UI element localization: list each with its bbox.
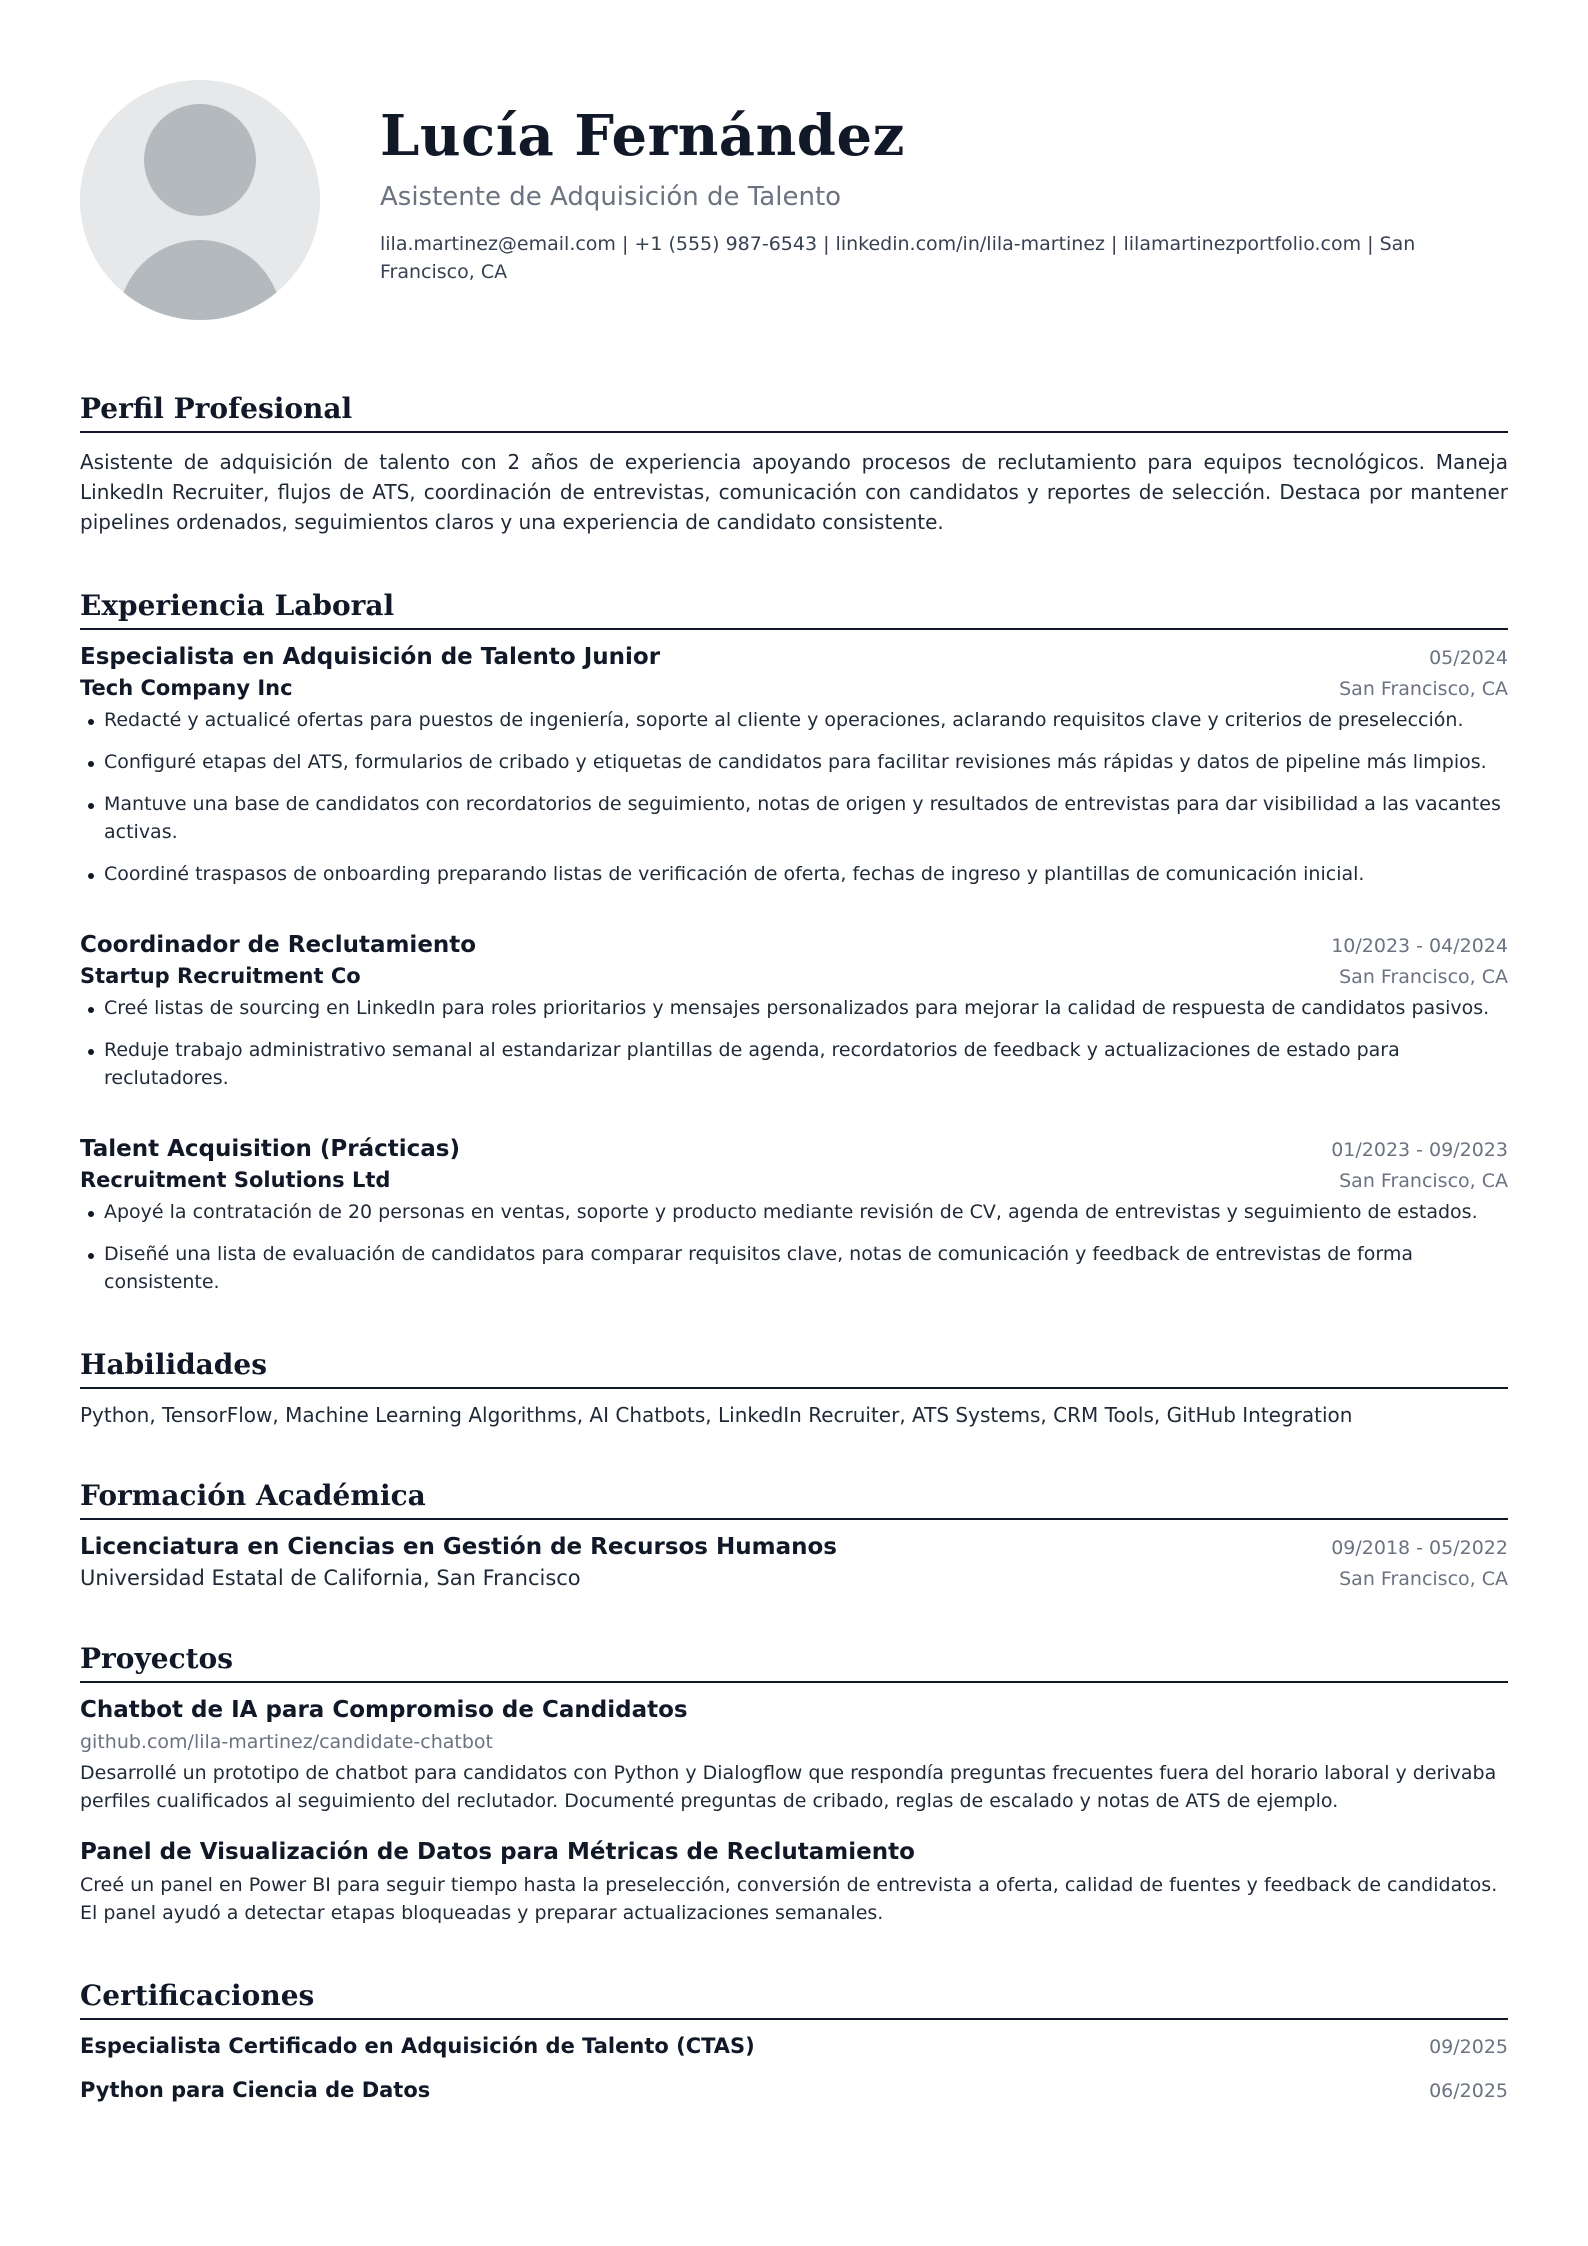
job-date: 05/2024: [1429, 647, 1508, 669]
job-location: San Francisco, CA: [1339, 678, 1508, 700]
contact-line: lila.martinez@email.com | +1 (555) 987-6543 | linkedin.com/in/lila-martinez | lilamartinezportfolio.com | San Francisco, CA: [380, 233, 1416, 284]
job-bullet: Creé listas de sourcing en LinkedIn para roles prioritarios y mensajes personalizados para mejorar la calidad de respuesta de candidatos pasivos.: [104, 994, 1508, 1022]
certification-entry: [80, 2078, 1508, 2102]
header-text: [380, 104, 1508, 286]
school-name: Universidad Estatal de California, San Francisco: [80, 1566, 581, 1590]
job-date: 01/2023 - 09/2023: [1331, 1139, 1508, 1161]
profile-summary: Asistente de adquisición de talento con 2 años de experiencia apoyando procesos de reclutamiento para equipos tecnológicos. Maneja LinkedIn Recruiter, flujos de ATS, coordinación de entrevistas, comunicación con candidatos y reportes de selección. Destaca por mantener pipelines ordenados, seguimientos claros y una experiencia de candidato consistente.: [80, 450, 1508, 534]
education-date: 09/2018 - 05/2022: [1331, 1537, 1508, 1559]
section-certifications: [80, 1979, 1508, 2102]
job-company: Startup Recruitment Co: [80, 964, 361, 988]
job-bullets: [80, 1198, 1508, 1296]
project-link[interactable]: github.com/lila-martinez/candidate-chatbot: [80, 1731, 493, 1753]
job-bullet: Configuré etapas del ATS, formularios de cribado y etiquetas de candidatos para facilitar revisiones más rápidas y datos de pipeline más limpios.: [104, 748, 1508, 776]
section-skills: [80, 1348, 1508, 1427]
avatar-head-shape: [144, 104, 256, 216]
certification-date: 06/2025: [1429, 2080, 1508, 2102]
avatar: [80, 80, 320, 320]
certification-entry: [80, 2034, 1508, 2058]
section-education: [80, 1479, 1508, 1590]
certification-name: Especialista Certificado en Adquisición de Talento (CTAS): [80, 2034, 755, 2058]
project-title: Panel de Visualización de Datos para Métricas de Reclutamiento: [80, 1839, 915, 1865]
job-entry: [80, 932, 1508, 1092]
project-entry: [80, 1839, 1508, 1927]
job-bullet: Apoyé la contratación de 20 personas en ventas, soporte y producto mediante revisión de CV, agenda de entrevistas y seguimiento de estados.: [104, 1198, 1508, 1226]
job-location: San Francisco, CA: [1339, 966, 1508, 988]
project-title: Chatbot de IA para Compromiso de Candidatos: [80, 1697, 688, 1723]
job-title: Especialista en Adquisición de Talento Junior: [80, 644, 661, 670]
project-entry: [80, 1697, 1508, 1815]
job-company: Tech Company Inc: [80, 676, 293, 700]
education-location: San Francisco, CA: [1339, 1568, 1508, 1590]
section-title-certifications: Certificaciones: [80, 1979, 1508, 2020]
project-description: Desarrollé un prototipo de chatbot para candidatos con Python y Dialogflow que respondía preguntas frecuentes fuera del horario laboral y derivaba perfiles cualificados al seguimiento del reclutador. Documenté preguntas de cribado, reglas de escalado y notas de ATS de ejemplo.: [80, 1762, 1497, 1812]
job-bullet: Redacté y actualicé ofertas para puestos de ingeniería, soporte al cliente y operaciones, aclarando requisitos clave y criterios de preselección.: [104, 706, 1508, 734]
job-company: Recruitment Solutions Ltd: [80, 1168, 391, 1192]
job-title: Coordinador de Reclutamiento: [80, 932, 477, 958]
job-location: San Francisco, CA: [1339, 1170, 1508, 1192]
certification-date: 09/2025: [1429, 2036, 1508, 2058]
skills-list: Python, TensorFlow, Machine Learning Algorithms, AI Chatbots, LinkedIn Recruiter, ATS Systems, CRM Tools, GitHub Integration: [80, 1403, 1353, 1427]
job-entry: [80, 1136, 1508, 1296]
job-bullet: Coordiné traspasos de onboarding preparando listas de verificación de oferta, fechas de ingreso y plantillas de comunicación inicial.: [104, 860, 1508, 888]
section-title-projects: Proyectos: [80, 1642, 1508, 1683]
certification-name: Python para Ciencia de Datos: [80, 2078, 431, 2102]
avatar-body-shape: [118, 240, 282, 320]
candidate-role: Asistente de Adquisición de Talento: [380, 182, 842, 213]
job-bullets: [80, 994, 1508, 1092]
job-bullets: [80, 706, 1508, 888]
project-description: Creé un panel en Power BI para seguir tiempo hasta la preselección, conversión de entrevista a oferta, calidad de fuentes y feedback de candidatos. El panel ayudó a detectar etapas bloqueadas y preparar actualizaciones semanales.: [80, 1874, 1498, 1924]
job-entry: [80, 644, 1508, 888]
section-title-profile: Perfil Profesional: [80, 392, 1508, 433]
section-title-experience: Experiencia Laboral: [80, 589, 1508, 630]
job-bullet: Reduje trabajo administrativo semanal al estandarizar plantillas de agenda, recordatorios de feedback y actualizaciones de estado para reclutadores.: [104, 1036, 1508, 1092]
section-experience: [80, 589, 1508, 1296]
section-title-education: Formación Académica: [80, 1479, 1508, 1520]
section-projects: [80, 1642, 1508, 1927]
resume-header: [80, 0, 1508, 340]
job-title: Talent Acquisition (Prácticas): [80, 1136, 460, 1162]
candidate-name: Lucía Fernández: [380, 103, 905, 169]
section-profile: [80, 392, 1508, 537]
job-bullet: Diseñé una lista de evaluación de candidatos para comparar requisitos clave, notas de comunicación y feedback de entrevistas de forma consistente.: [104, 1240, 1508, 1296]
job-date: 10/2023 - 04/2024: [1331, 935, 1508, 957]
section-title-skills: Habilidades: [80, 1348, 1508, 1389]
job-bullet: Mantuve una base de candidatos con recordatorios de seguimiento, notas de origen y resultados de entrevistas para dar visibilidad a las vacantes activas.: [104, 790, 1508, 846]
degree-title: Licenciatura en Ciencias en Gestión de Recursos Humanos: [80, 1534, 837, 1560]
